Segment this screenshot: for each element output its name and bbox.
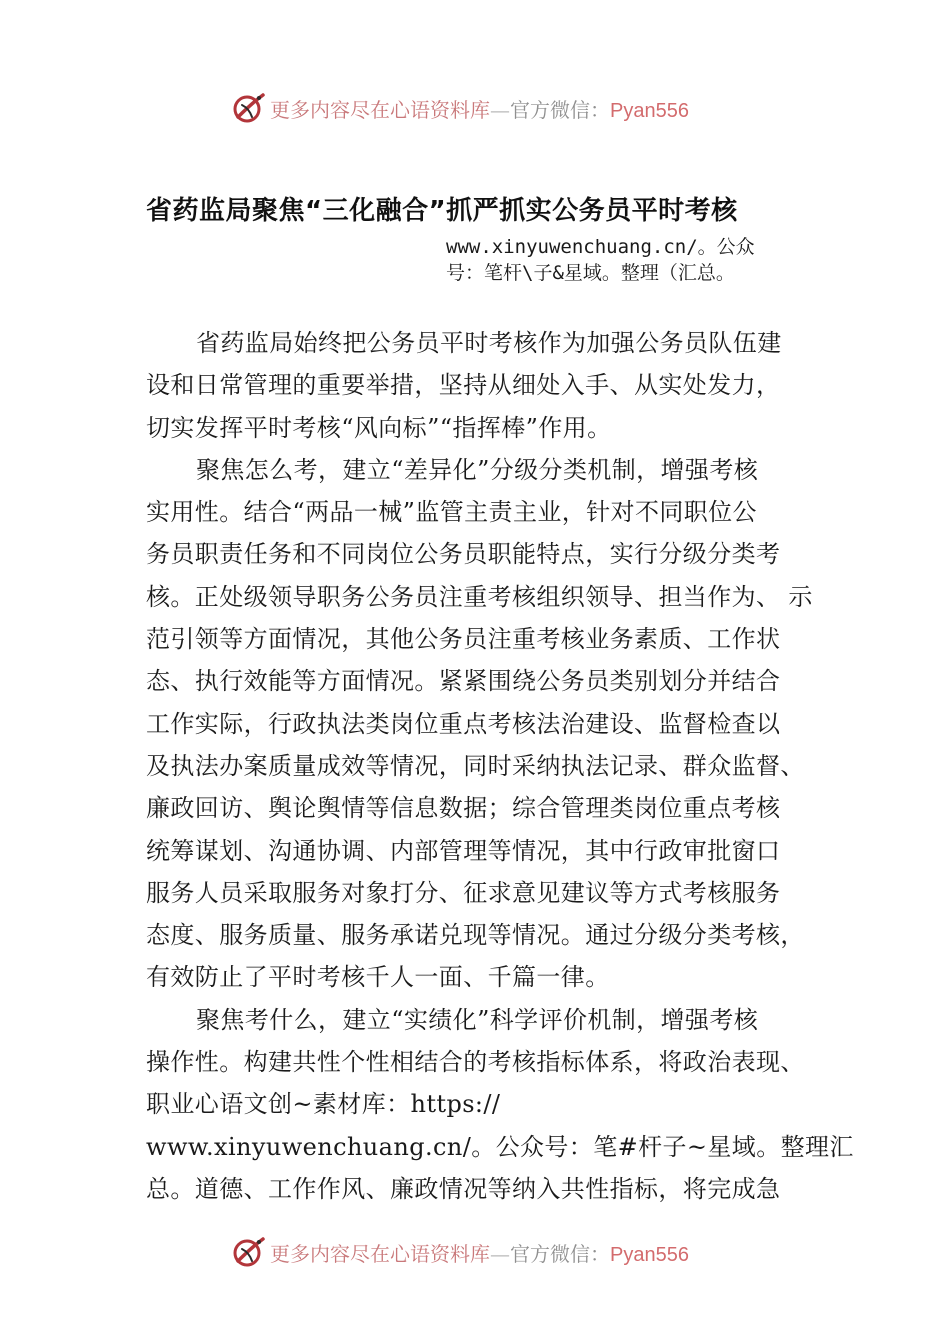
text-line: 聚焦怎么考，建立“差异化”分级分类机制，增强考核 [196, 455, 759, 484]
text-line: 设和日常管理的重要举措，坚持从细处入手、从实处发力， [146, 371, 781, 400]
banner-text [270, 94, 689, 123]
text-line: 实用性。结合“两品一械”监管主责主业，针对不同职位公 [146, 498, 757, 527]
text-line: www.xinyuwenchuang.cn/。公众号：笔#杆子~星域。整理汇 [146, 1132, 854, 1161]
text-line: 操作性。构建共性个性相结合的考核指标体系，将政治表现、 [146, 1048, 805, 1077]
banner-wechat-id: Pyan556 [610, 1243, 689, 1266]
text-line: 切实发挥平时考核“风向标”“指挥棒”作用。 [146, 413, 612, 442]
banner-wechat-id: Pyan556 [610, 99, 689, 122]
banner-dash: — [490, 97, 510, 122]
text-line: 省药监局始终把公务员平时考核作为加强公务员队伍建 [196, 329, 782, 357]
text-line: 有效防止了平时考核千人一面、千篇一律。 [146, 963, 610, 992]
paragraph-2 [146, 449, 826, 999]
text-line: 工作实际，行政执法类岗位重点考核法治建设、监督检查以 [146, 709, 781, 738]
footer-watermark-banner [232, 1232, 752, 1272]
banner-text [270, 1238, 689, 1267]
banner-dash: — [490, 1241, 510, 1266]
source-line-1: www.xinyuwenchuang.cn/。公众 [446, 236, 755, 258]
source-line-2: 号：笔杆\子&星域。整理（汇总。 [446, 262, 735, 284]
text-line: 廉政回访、舆论舆情等信息数据；综合管理类岗位重点考核 [146, 794, 781, 823]
header-watermark-banner [232, 88, 752, 128]
text-line: 态度、服务质量、服务承诺兑现等情况。通过分级分类考核， [146, 921, 805, 950]
brush-logo-icon [232, 91, 266, 125]
text-line: 务员职责任务和不同岗位公务员职能特点，实行分级分类考 [146, 540, 781, 569]
text-line: 职业心语文创~素材库：https:// [146, 1090, 501, 1119]
banner-main-text: 更多内容尽在心语资料库 [270, 1241, 490, 1266]
text-line: 统筹谋划、沟通协调、内部管理等情况，其中行政审批窗口 [146, 836, 781, 865]
text-line: 聚焦考什么，建立“实绩化”科学评价机制，增强考核 [196, 1005, 759, 1034]
banner-wechat-label: 官方微信： [510, 97, 610, 122]
brush-logo-icon [232, 1235, 266, 1269]
paragraph-1 [146, 322, 826, 449]
text-line: 服务人员采取服务对象打分、征求意见建议等方式考核服务 [146, 878, 781, 907]
text-line: 总。道德、工作作风、廉政情况等纳入共性指标，将完成急 [146, 1174, 781, 1203]
paragraph-3 [146, 999, 854, 1210]
text-line: 范引领等方面情况，其他公务员注重考核业务素质、工作状 [146, 625, 781, 654]
text-line: 态、执行效能等方面情况。紧紧围绕公务员类别划分并结合 [146, 667, 781, 696]
banner-main-text: 更多内容尽在心语资料库 [270, 97, 490, 122]
article-body [146, 322, 854, 1210]
text-line: 及执法办案质量成效等情况，同时采纳执法记录、群众监督、 [146, 751, 805, 780]
text-line: 核。正处级领导职务公务员注重考核组织领导、担当作为、 示 [146, 582, 813, 611]
article-title: 省药监局聚焦“三化融合”抓严抓实公务员平时考核 [146, 196, 738, 226]
banner-wechat-label: 官方微信： [510, 1241, 610, 1266]
